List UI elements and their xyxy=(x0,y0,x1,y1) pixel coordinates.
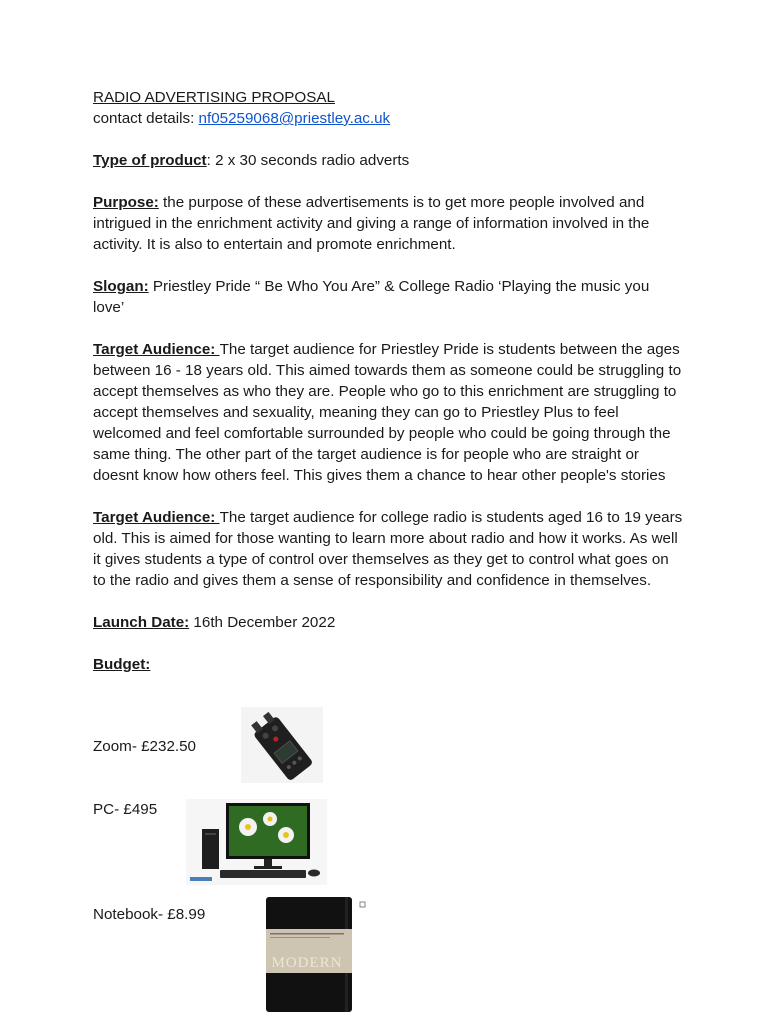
document-title: RADIO ADVERTISING PROPOSAL xyxy=(93,89,335,106)
zoom-recorder-photo xyxy=(241,707,323,783)
type-of-product xyxy=(93,150,683,171)
notebook-photo xyxy=(248,891,372,1017)
budget-item-zoom: Zoom- £232.50 xyxy=(93,738,196,755)
purpose-paragraph xyxy=(93,192,683,255)
launch-date xyxy=(93,612,683,633)
slogan-paragraph xyxy=(93,276,683,318)
budget-item-notebook: Notebook- £8.99 xyxy=(93,906,206,923)
notebook-cover-text: MODERN xyxy=(271,955,343,971)
audience-pride-paragraph xyxy=(93,339,683,486)
purpose-text: the purpose of these advertisements is to get more people involved and intrigued in the enrichment activity and giving a range of information involved in the activity. It is also to entertain and promote enrichment. xyxy=(93,194,650,253)
launch-text: 16th December 2022 xyxy=(189,614,336,631)
contact-label: contact details: xyxy=(93,110,199,127)
slogan-label: Slogan: xyxy=(93,278,149,295)
type-label: Type of product xyxy=(93,152,207,169)
audience-radio-paragraph xyxy=(93,507,683,591)
contact-email-link[interactable]: nf05259068@priestley.ac.uk xyxy=(198,110,391,127)
notebook-image xyxy=(248,891,372,1017)
desktop-pc-image xyxy=(186,799,327,885)
contact-line xyxy=(93,108,683,129)
desktop-pc-photo xyxy=(186,799,327,885)
budget-heading: Budget: xyxy=(93,656,151,673)
document-body xyxy=(93,87,683,675)
audience-radio-label: Target Audience: xyxy=(93,509,220,526)
audience-pride-label: Target Audience: xyxy=(93,341,220,358)
type-text: : 2 x 30 seconds radio adverts xyxy=(206,152,410,169)
audience-radio-text: The target audience for college radio is students aged 16 to 19 years old. This is aimed for those wanting to learn more about radio and how it works. As well it gives students a type of control over themselves as they get to control what goes on to the radio and gives them a sense of responsibility and confidence in themselves. xyxy=(93,509,683,589)
zoom-recorder-image xyxy=(241,707,323,783)
launch-label: Launch Date: xyxy=(93,614,190,631)
audience-pride-text: The target audience for Priestley Pride is students between the ages between 16 - 18 years old. This aimed towards them as someone could be struggling to accept themselves as who they are. People who go to this enrichment are struggling to accept themselves and sexuality, meaning they can go to Priestley Plus to feel welcomed and feel comfortable surrounded by people who could be going through the same thing. The other part of the target audience is for people who are straight or doesnt know how others feel. This gives them a chance to hear other people's stories xyxy=(93,341,682,484)
purpose-label: Purpose: xyxy=(93,194,159,211)
slogan-text: Priestley Pride “ Be Who You Are” & College Radio ‘Playing the music you love’ xyxy=(93,278,650,316)
budget-item-pc: PC- £495 xyxy=(93,801,158,818)
